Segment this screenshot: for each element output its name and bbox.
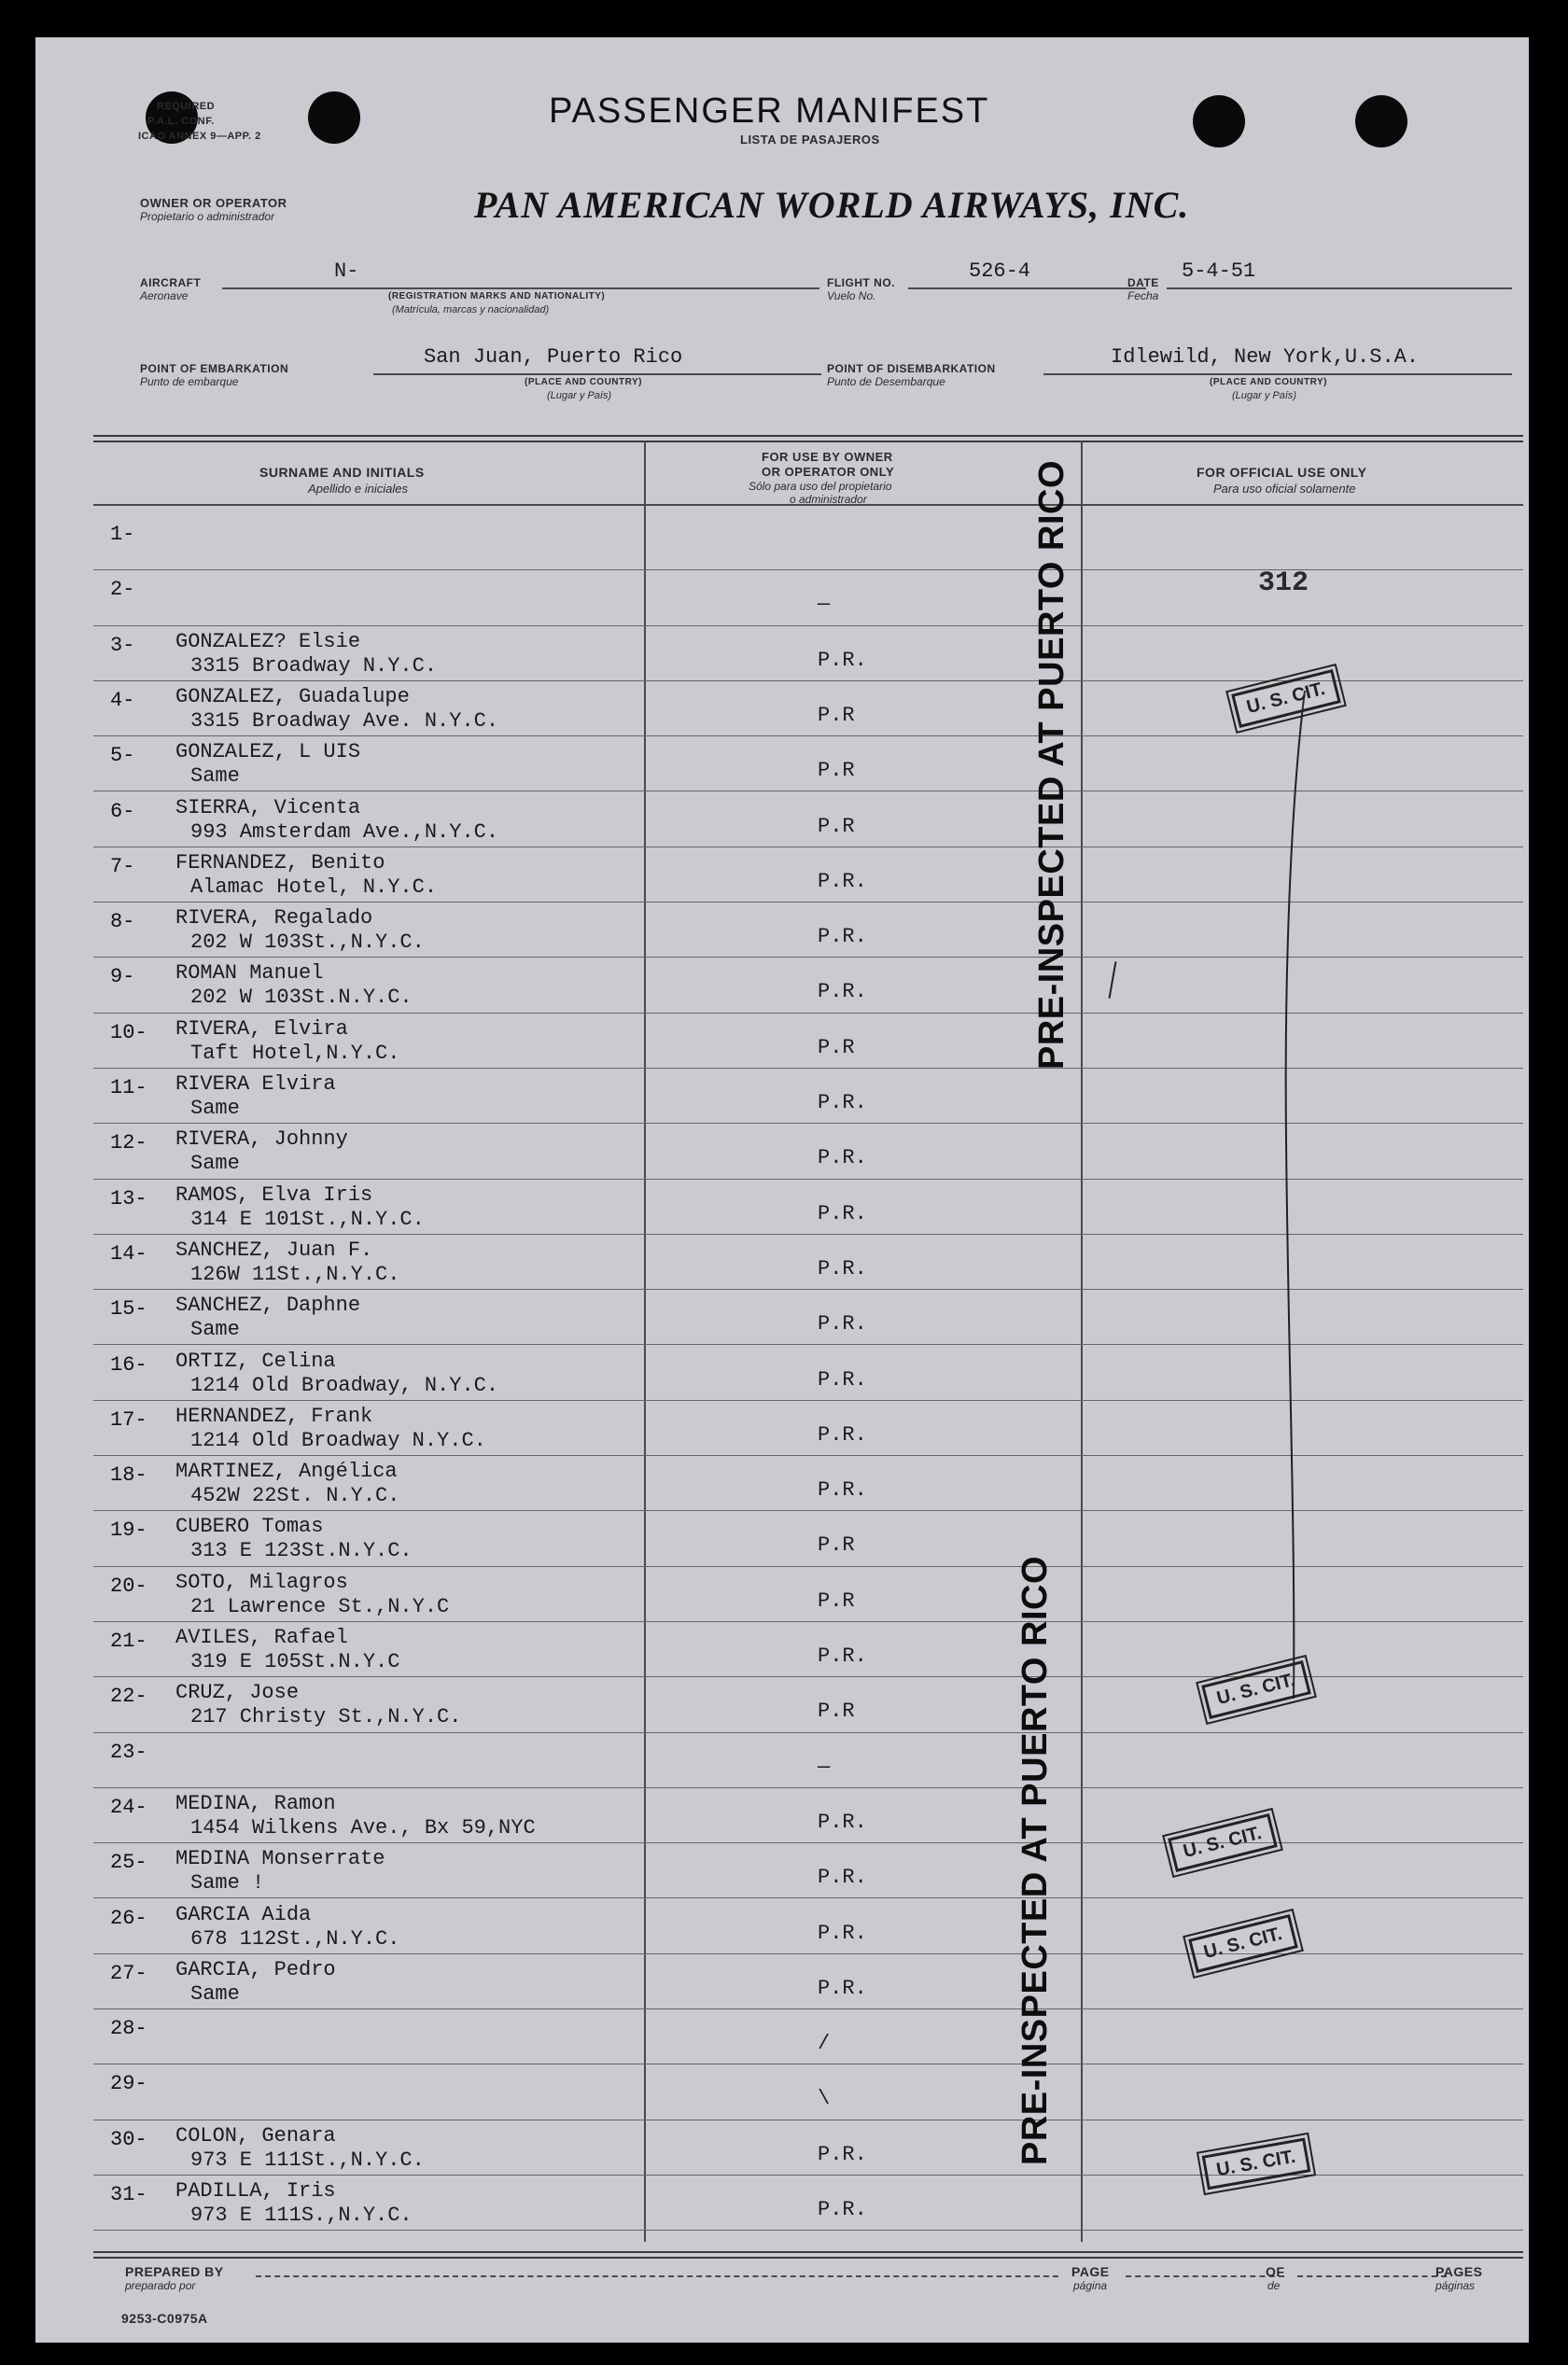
row-number: 17-: [110, 1407, 147, 1432]
row-number: 13-: [110, 1186, 147, 1210]
operator-mark: P.R.: [818, 1976, 867, 2000]
owner-label: OWNER OR OPERATOR: [140, 196, 287, 210]
corner-line2: P.A.L. CONF.: [147, 116, 215, 127]
col-header-official: FOR OFFICIAL USE ONLY: [1197, 465, 1367, 480]
manifest-sheet: [35, 37, 1529, 2343]
row-number: 20-: [110, 1574, 147, 1598]
passenger-name: HERNANDEZ, Frank: [175, 1404, 373, 1428]
prepared-label: PREPARED BY: [125, 2264, 224, 2279]
row-rule: [93, 2230, 1523, 2231]
official-number: 312: [1258, 567, 1309, 599]
disembark-label: POINT OF DISEMBARKATION: [827, 362, 996, 375]
row-number: 9-: [110, 965, 135, 989]
operator-mark: P.R.: [818, 1866, 867, 1890]
aircraft-label: AIRCRAFT: [140, 276, 202, 289]
table-row: [35, 2176, 1529, 2231]
operator-mark: P.R.: [818, 980, 867, 1004]
col-header-surname: SURNAME AND INITIALS: [259, 465, 425, 480]
footer-rule: [93, 2251, 1523, 2259]
passenger-address: 314 E 101St.,N.Y.C.: [190, 1207, 425, 1231]
operator-mark: P.R: [818, 1588, 855, 1613]
operator-mark: P.R.: [818, 869, 867, 893]
passenger-name: GARCIA Aida: [175, 1902, 312, 1926]
prepared-label-es: preparado por: [125, 2279, 196, 2292]
embark-place-note: (PLACE AND COUNTRY): [525, 377, 642, 387]
embark-label: POINT OF EMBARKATION: [140, 362, 289, 375]
row-number: 22-: [110, 1685, 147, 1709]
passenger-name: GONZALEZ? Elsie: [175, 629, 361, 653]
table-top-rule: [93, 435, 1523, 442]
row-number: 16-: [110, 1352, 147, 1377]
passenger-address: 973 E 111S.,N.Y.C.: [190, 2204, 413, 2227]
date-label-es: Fecha: [1127, 289, 1159, 302]
passenger-address: Same !: [190, 1871, 265, 1896]
flight-value: 526-4: [969, 259, 1031, 283]
passenger-name: ORTIZ, Celina: [175, 1349, 336, 1373]
disembark-label-es: Punto de Desembarque: [827, 375, 945, 388]
flight-label: FLIGHT NO.: [827, 276, 895, 289]
passenger-name: SOTO, Milagros: [175, 1570, 348, 1594]
row-number: 25-: [110, 1851, 147, 1875]
passenger-address: 126W 11St.,N.Y.C.: [190, 1262, 400, 1286]
passenger-name: SANCHEZ, Juan F.: [175, 1238, 373, 1262]
pages-label-es: páginas: [1435, 2279, 1476, 2292]
operator-mark: P.R.: [818, 648, 867, 672]
row-number: 28-: [110, 2017, 147, 2041]
passenger-address: Same: [190, 1981, 240, 2006]
row-number: 19-: [110, 1518, 147, 1543]
operator-mark: /: [818, 2032, 831, 2056]
col-header-owner-l2: OR OPERATOR ONLY: [762, 465, 895, 479]
punch-hole: [1193, 95, 1245, 147]
passenger-name: SANCHEZ, Daphne: [175, 1294, 361, 1318]
operator-mark: P.R.: [818, 1367, 867, 1392]
passenger-address: 452W 22St. N.Y.C.: [190, 1484, 400, 1508]
corner-line1: REQUIRED: [157, 101, 216, 112]
operator-mark: P.R: [818, 759, 855, 783]
operator-mark: P.R: [818, 814, 855, 838]
owner-label-es: Propietario o administrador: [140, 210, 275, 223]
pre-inspected-stamp: PRE-INSPECTED AT PUERTO RICO: [1032, 459, 1071, 1070]
row-number: 26-: [110, 1906, 147, 1930]
us-cit-stamp: U. S. CIT.: [1202, 2138, 1310, 2190]
pre-inspected-stamp: PRE-INSPECTED AT PUERTO RICO: [1015, 1555, 1055, 2165]
passenger-address: Same: [190, 764, 240, 789]
disembark-value: Idlewild, New York,U.S.A.: [1111, 345, 1420, 369]
passenger-name: MEDINA, Ramon: [175, 1791, 336, 1815]
page-label: PAGE: [1071, 2264, 1110, 2279]
table-row: [35, 1843, 1529, 1898]
operator-mark: P.R.: [818, 1312, 867, 1336]
row-number: 29-: [110, 2072, 147, 2096]
row-number: 11-: [110, 1076, 147, 1099]
disembark-place-note: (PLACE AND COUNTRY): [1210, 377, 1327, 387]
table-row: [35, 1954, 1529, 2009]
row-number: 18-: [110, 1463, 147, 1488]
passenger-address: 678 112St.,N.Y.C.: [190, 1926, 400, 1951]
passenger-address: 1454 Wilkens Ave., Bx 59,NYC: [190, 1815, 536, 1840]
passenger-address: 1214 Old Broadway, N.Y.C.: [190, 1373, 499, 1397]
page-label-es: página: [1073, 2279, 1108, 2292]
date-label: DATE: [1127, 276, 1159, 289]
us-cit-stamp: U. S. CIT.: [1168, 1813, 1277, 1872]
passenger-address: Same: [190, 1152, 240, 1176]
punch-hole: [1355, 95, 1407, 147]
table-row: [35, 626, 1529, 681]
pages-label: PAGES: [1435, 2264, 1483, 2279]
col-header-owner-l4: o administrador: [790, 493, 867, 506]
table-row: [35, 515, 1529, 570]
passenger-name: MEDINA Monserrate: [175, 1847, 385, 1871]
operator-mark: P.R.: [818, 1256, 867, 1280]
aircraft-value: N-: [334, 259, 359, 283]
passenger-name: RIVERA Elvira: [175, 1072, 336, 1096]
disembark-place-note-es: (Lugar y País): [1232, 390, 1297, 401]
table-row: [35, 2009, 1529, 2064]
of-label: OF: [1266, 2264, 1285, 2279]
passenger-address: Same: [190, 1097, 240, 1120]
operator-mark: P.R.: [818, 925, 867, 949]
header-underline: [93, 504, 1523, 506]
table-row: [35, 1899, 1529, 1954]
operator-mark: P.R.: [818, 2198, 867, 2221]
operator-mark: \: [818, 2087, 831, 2111]
registration-note: (REGISTRATION MARKS AND NATIONALITY): [388, 291, 606, 301]
passenger-name: FERNANDEZ, Benito: [175, 850, 385, 875]
row-number: 4-: [110, 688, 135, 712]
page-title-es: LISTA DE PASAJEROS: [740, 133, 880, 147]
row-number: 5-: [110, 744, 135, 768]
punch-hole: [308, 91, 360, 144]
us-cit-stamp: U. S. CIT.: [1188, 1914, 1297, 1973]
operator-mark: —: [818, 593, 831, 617]
row-number: 12-: [110, 1131, 147, 1155]
bracket-line: [1249, 691, 1323, 1717]
passenger-address: Alamac Hotel, N.Y.C.: [190, 875, 438, 899]
passenger-address: 993 Amsterdam Ave.,N.Y.C.: [190, 819, 499, 844]
passenger-address: 319 E 105St.N.Y.C: [190, 1650, 400, 1673]
table-row: [35, 1733, 1529, 1788]
us-cit-stamp: U. S. CIT.: [1201, 1660, 1310, 1719]
row-number: 31-: [110, 2183, 147, 2206]
passenger-name: RIVERA, Regalado: [175, 906, 373, 931]
of-label-es: de: [1267, 2279, 1281, 2292]
passenger-name: RAMOS, Elva Iris: [175, 1182, 373, 1207]
row-number: 10-: [110, 1020, 147, 1044]
form-code: 9253-C0975A: [121, 2311, 208, 2326]
passenger-address: 973 E 111St.,N.Y.C.: [190, 2148, 425, 2172]
row-number: 8-: [110, 910, 135, 934]
passenger-address: 3315 Broadway N.Y.C.: [190, 653, 438, 678]
passenger-name: RIVERA, Johnny: [175, 1127, 348, 1152]
row-number: 3-: [110, 633, 135, 657]
row-number: 15-: [110, 1297, 147, 1322]
aircraft-label-es: Aeronave: [140, 289, 189, 302]
passenger-name: PADILLA, Iris: [175, 2179, 336, 2203]
row-number: 1-: [110, 523, 135, 546]
operator-mark: —: [818, 1755, 831, 1779]
operator-mark: P.R.: [818, 1146, 867, 1170]
row-number: 30-: [110, 2127, 147, 2151]
passenger-address: 3315 Broadway Ave. N.Y.C.: [190, 708, 499, 733]
passenger-name: ROMAN Manuel: [175, 961, 324, 986]
operator-mark: P.R: [818, 1035, 855, 1059]
row-number: 6-: [110, 799, 135, 823]
airline-name: PAN AMERICAN WORLD AIRWAYS, INC.: [474, 184, 1190, 226]
passenger-address: 313 E 123St.N.Y.C.: [190, 1539, 413, 1563]
passenger-name: RIVERA, Elvira: [175, 1016, 348, 1041]
operator-mark: P.R.: [818, 1810, 867, 1834]
col-header-owner-l3: Sólo para uso del propietario: [749, 480, 892, 493]
passenger-name: SIERRA, Vicenta: [175, 795, 361, 819]
passenger-address: 217 Christy St.,N.Y.C.: [190, 1705, 462, 1729]
table-row: [35, 2064, 1529, 2120]
col-header-official-es: Para uso oficial solamente: [1213, 482, 1356, 496]
operator-mark: P.R: [818, 1533, 855, 1558]
passenger-name: AVILES, Rafael: [175, 1626, 348, 1649]
embark-place-note-es: (Lugar y País): [547, 390, 612, 401]
operator-mark: P.R: [818, 1700, 855, 1724]
passenger-name: COLON, Genara: [175, 2123, 336, 2148]
passenger-name: MARTINEZ, Angélica: [175, 1460, 398, 1484]
operator-mark: P.R.: [818, 1422, 867, 1447]
passenger-address: 1214 Old Broadway N.Y.C.: [190, 1428, 486, 1452]
operator-mark: P.R.: [818, 1644, 867, 1668]
operator-mark: P.R.: [818, 1478, 867, 1503]
passenger-address: 202 W 103St.,N.Y.C.: [190, 931, 425, 955]
col-header-owner-l1: FOR USE BY OWNER: [762, 450, 893, 464]
passenger-name: GONZALEZ, Guadalupe: [175, 684, 410, 708]
us-cit-stamp: U. S. CIT.: [1231, 669, 1340, 728]
row-number: 2-: [110, 578, 135, 602]
page-title: PASSENGER MANIFEST: [549, 91, 990, 131]
flight-label-es: Vuelo No.: [827, 289, 876, 302]
row-number: 23-: [110, 1740, 147, 1764]
corner-line3: ICAO ANNEX 9—APP. 2: [138, 131, 261, 142]
col-header-surname-es: Apellido e iniciales: [308, 482, 408, 496]
row-number: 24-: [110, 1795, 147, 1819]
passenger-address: 21 Lawrence St.,N.Y.C: [190, 1594, 450, 1618]
row-number: 14-: [110, 1241, 147, 1266]
operator-mark: P.R.: [818, 2142, 867, 2166]
date-value: 5-4-51: [1182, 259, 1256, 283]
row-number: 27-: [110, 1961, 147, 1985]
row-number: 21-: [110, 1630, 147, 1653]
passenger-name: GARCIA, Pedro: [175, 1957, 336, 1981]
operator-mark: P.R.: [818, 1921, 867, 1945]
row-number: 7-: [110, 854, 135, 878]
table-row: [35, 1788, 1529, 1843]
passenger-address: Same: [190, 1318, 240, 1342]
passenger-name: CUBERO Tomas: [175, 1515, 324, 1539]
operator-mark: P.R: [818, 703, 855, 727]
passenger-name: CRUZ, Jose: [175, 1681, 300, 1705]
operator-mark: P.R.: [818, 1091, 867, 1114]
registration-note-es: (Matrícula, marcas y nacionalidad): [392, 304, 550, 315]
operator-mark: P.R.: [818, 1201, 867, 1225]
passenger-name: GONZALEZ, L UIS: [175, 740, 361, 764]
passenger-address: Taft Hotel,N.Y.C.: [190, 1041, 400, 1065]
embark-value: San Juan, Puerto Rico: [424, 345, 683, 369]
embark-label-es: Punto de embarque: [140, 375, 239, 388]
passenger-address: 202 W 103St.N.Y.C.: [190, 986, 413, 1010]
